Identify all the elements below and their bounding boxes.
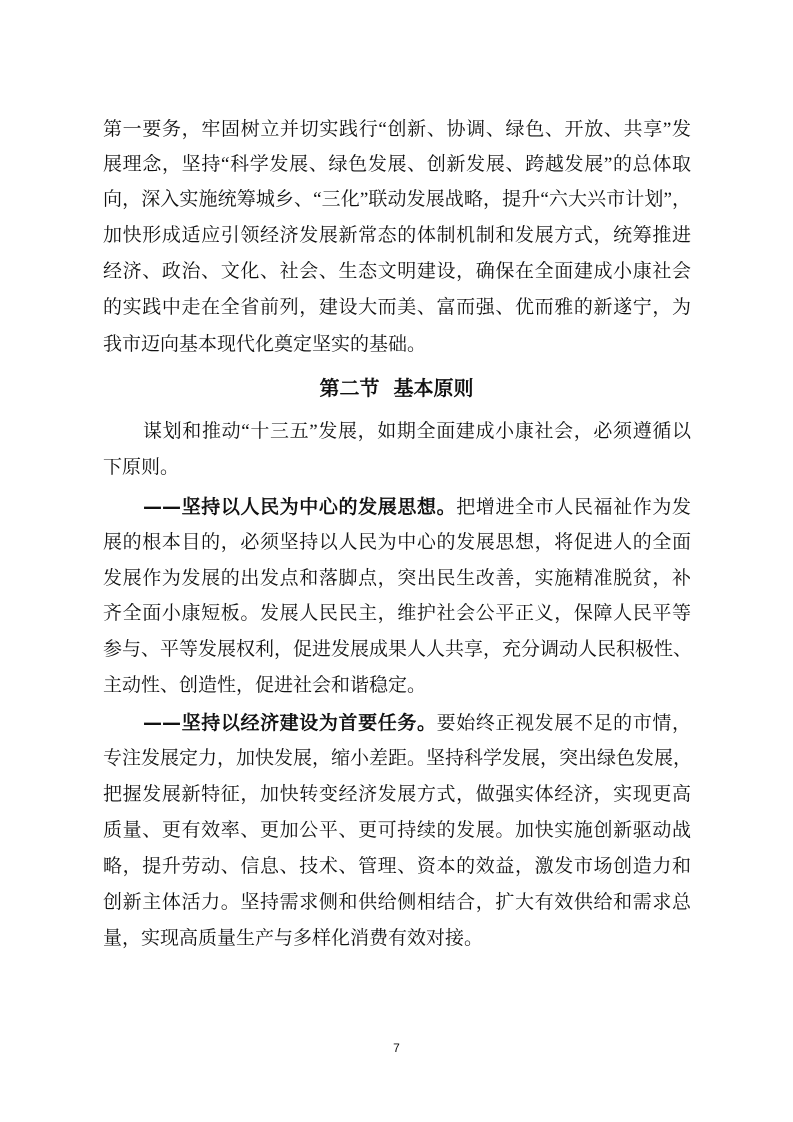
body-line: 下原则。 <box>103 457 180 478</box>
page-number: 7 <box>393 1041 400 1055</box>
principle-lead: ——坚持以人民为中心的发展思想。 <box>143 496 457 518</box>
body-line: 经济、政治、文化、社会、生态文明建设，确保在全面建成小康社会 <box>103 261 691 282</box>
body-line: 向，深入实施统筹城乡、“三化”联动发展战略，提升“六大兴市计划”， <box>103 189 691 210</box>
body-line: 加快形成适应引领经济发展新常态的体制机制和发展方式，统筹推进 <box>103 225 691 246</box>
body-line: 谋划和推动“十三五”发展，如期全面建成小康社会，必须遵循以 <box>143 421 691 442</box>
body-line: 质量、更有效率、更加公平、更可持续的发展。加快实施创新驱动战 <box>103 820 691 841</box>
body-line: 的实践中走在全省前列，建设大而美、富而强、优而雅的新遂宁，为 <box>103 297 691 318</box>
body-line: 展理念，坚持“科学发展、绿色发展、创新发展、跨越发展”的总体取 <box>103 154 691 175</box>
body-line: 量，实现高质量生产与多样化消费有效对接。 <box>103 928 484 949</box>
body-line: 创新主体活力。坚持需求侧和供给侧相结合，扩大有效供给和需求总 <box>103 892 691 913</box>
body-line: 展的根本目的，必须坚持以人民为中心的发展思想，将促进人的全面 <box>103 532 691 553</box>
principle-lead-rest: 把增进全市人民福祉作为发 <box>456 497 691 518</box>
body-line: 我市迈向基本现代化奠定坚实的基础。 <box>103 334 427 355</box>
body-line: 主动性、创造性，促进社会和谐稳定。 <box>103 675 427 696</box>
principle-first-line <box>143 489 691 525</box>
principle-lead-rest: 要始终正视发展不足的市情， <box>436 713 691 734</box>
section-heading: 第二节 基本原则 <box>319 376 474 400</box>
body-line: 专注发展定力，加快发展，缩小差距。坚持科学发展，突出绿色发展， <box>103 748 693 769</box>
principle-lead: ——坚持以经济建设为首要任务。 <box>143 712 437 734</box>
body-line: 把握发展新特征，加快转变经济发展方式，做强实体经济，实现更高 <box>103 784 691 805</box>
body-line: 发展作为发展的出发点和落脚点，突出民生改善，实施精准脱贫，补 <box>103 568 691 589</box>
body-line: 第一要务，牢固树立并切实践行“创新、协调、绿色、开放、共享”发 <box>103 119 691 140</box>
body-line: 参与、平等发展权利，促进发展成果人人共享，充分调动人民积极性、 <box>103 639 693 660</box>
body-line: 略，提升劳动、信息、技术、管理、资本的效益，激发市场创造力和 <box>103 856 691 877</box>
body-line: 齐全面小康短板。发展人民民主，维护社会公平正义，保障人民平等 <box>103 603 691 624</box>
principle-first-line <box>143 705 691 741</box>
